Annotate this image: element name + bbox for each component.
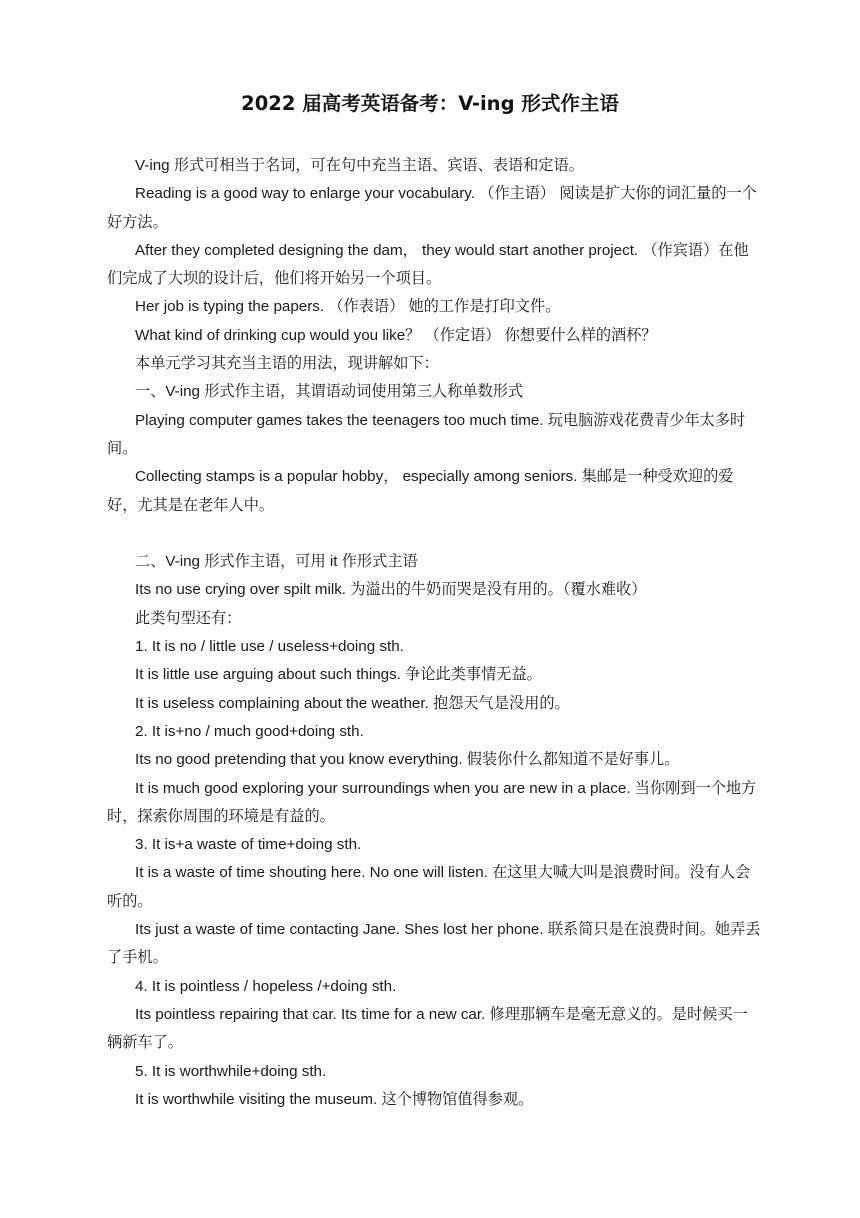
pattern-heading: 4. It is pointless / hopeless /+doing sth. [135, 977, 397, 995]
pattern-heading: 3. It is+a waste of time+doing sth. [135, 836, 362, 854]
paragraph: 此类句型还有： [135, 609, 242, 627]
paragraph: Reading is a good way to enlarge your vocabulary. （作主语） 阅读是扩大你的词汇量的一个好方法。 [107, 185, 757, 231]
paragraph: It is much good exploring your surroundings when you are new in a place. 当你刚到一个地方时，探索你周围的环境是有益的。 [107, 779, 757, 825]
paragraph: Playing computer games takes the teenagers too much time. 玩电脑游戏花费青少年太多时间。 [107, 411, 746, 457]
paragraph: What kind of drinking cup would you like？ （作定语） 你想要什么样的酒杯？ [135, 326, 657, 344]
paragraph: 本单元学习其充当主语的用法，现讲解如下： [135, 355, 439, 373]
pattern-heading: 2. It is+no / much good+doing sth. [135, 722, 364, 740]
paragraph: Collecting stamps is a popular hobby， especially among seniors. 集邮是一种受欢迎的爱好，尤其是在老年人中。 [107, 468, 734, 514]
paragraph: Its pointless repairing that car. Its time for a new car. 修理那辆车是毫无意义的。是时候买一辆新车了。 [107, 1005, 748, 1052]
blank-line [107, 520, 762, 548]
document-body [107, 152, 762, 1114]
paragraph: Her job is typing the papers. （作表语） 她的工作是打印文件。 [135, 298, 561, 316]
paragraph: Its just a waste of time contacting Jane. Shes lost her phone. 联系简只是在浪费时间。她弄丢了手机。 [107, 921, 761, 967]
document-title: 2022 届高考英语备考：V-ing 形式作主语 [241, 92, 619, 115]
paragraph: It is useless complaining about the weather. 抱怨天气是没用的。 [135, 694, 570, 712]
paragraph: Its no use crying over spilt milk. 为溢出的牛奶而哭是没有用的。（覆水难收） [135, 581, 647, 599]
pattern-heading: 1. It is no / little use / useless+doing sth. [135, 638, 404, 656]
paragraph: Its no good pretending that you know everything. 假装你什么都知道不是好事儿。 [135, 751, 680, 769]
section-heading: 一、V-ing 形式作主语，其谓语动词使用第三人称单数形式 [135, 383, 524, 401]
paragraph: It is a waste of time shouting here. No one will listen. 在这里大喊大叫是浪费时间。没有人会听的。 [107, 864, 751, 910]
paragraph: It is worthwhile visiting the museum. 这个博物馆值得参观。 [135, 1090, 534, 1108]
pattern-heading: 5. It is worthwhile+doing sth. [135, 1062, 327, 1080]
section-heading: 二、V-ing 形式作主语，可用 it 作形式主语 [135, 553, 418, 571]
paragraph: It is little use arguing about such things. 争论此类事情无益。 [135, 666, 542, 684]
paragraph: After they completed designing the dam， they would start another project. （作宾语）在他们完成了大坝的设计后，他们将开始另一个项目。 [107, 241, 749, 288]
paragraph: V-ing 形式可相当于名词，可在句中充当主语、宾语、表语和定语。 [135, 157, 584, 174]
